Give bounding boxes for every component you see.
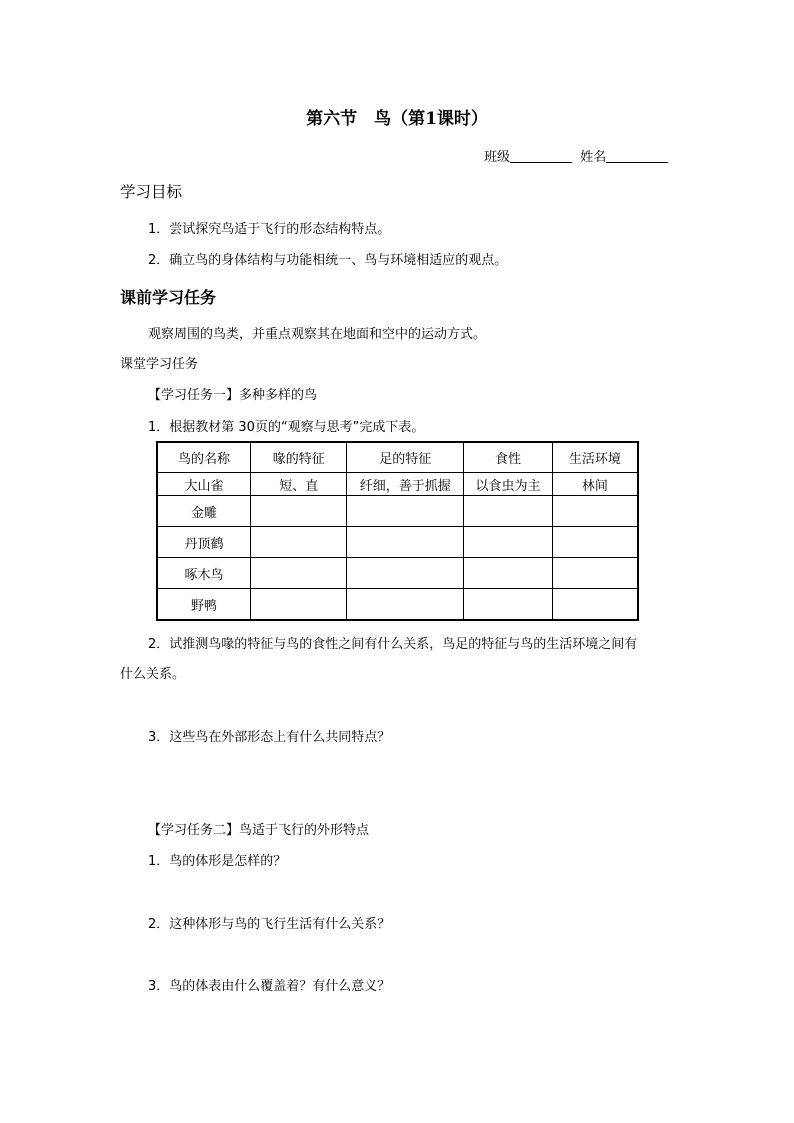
task1-heading: 【学习任务一】多种多样的鸟 (148, 388, 318, 403)
in-class-heading: 课堂学习任务 (120, 357, 199, 372)
table-answer-cell[interactable] (552, 527, 638, 558)
table-cell: 大山雀 (157, 473, 251, 496)
pre-class-text: 观察周围的鸟类，并重点观察其在地面和空中的运动方式。 (148, 327, 487, 342)
objective-item: 2．确立鸟的身体结构与功能相统一、鸟与环境相适应的观点。 (148, 253, 508, 268)
bird-features-table (156, 441, 639, 621)
student-info-line (484, 146, 668, 165)
table-header-cell: 鸟的名称 (157, 442, 251, 473)
table-header-cell: 喙的特征 (251, 442, 347, 473)
table-row (157, 473, 638, 496)
table-answer-cell[interactable] (552, 589, 638, 621)
table-cell: 林间 (552, 473, 638, 496)
table-cell: 以食虫为主 (464, 473, 553, 496)
table-answer-cell[interactable] (552, 496, 638, 527)
table-header-row (157, 442, 638, 473)
page-title: 第六节 鸟（第1课时） (306, 109, 488, 129)
table-answer-cell[interactable] (251, 527, 347, 558)
table-row (157, 496, 638, 527)
table-cell: 短、直 (251, 473, 347, 496)
table-answer-cell[interactable] (552, 558, 638, 589)
task1-question-2-line2: 什么关系。 (120, 667, 186, 682)
task2-question-2: 2．这种体形与鸟的飞行生活有什么关系？ (148, 917, 391, 932)
table-answer-cell[interactable] (464, 496, 553, 527)
table-row (157, 527, 638, 558)
table-answer-cell[interactable] (251, 496, 347, 527)
table-header-cell: 足的特征 (347, 442, 464, 473)
table-cell: 金雕 (157, 496, 251, 527)
table-cell: 丹顶鹤 (157, 527, 251, 558)
task1-question-3: 3．这些鸟在外部形态上有什么共同特点？ (148, 730, 391, 745)
task1-question-2-line1: 2．试推测鸟喙的特征与鸟的食性之间有什么关系，鸟足的特征与鸟的生活环境之间有 (148, 637, 638, 652)
class-blank[interactable] (510, 149, 572, 163)
task2-question-3: 3．鸟的体表由什么覆盖着？有什么意义？ (148, 979, 391, 994)
task1-question-1: 1．根据教材第 30页的“观察与思考”完成下表。 (148, 420, 425, 435)
table-answer-cell[interactable] (464, 589, 553, 621)
name-blank[interactable] (606, 149, 668, 163)
objective-item: 1．尝试探究鸟适于飞行的形态结构特点。 (148, 222, 391, 237)
table-row (157, 589, 638, 621)
table-cell: 纤细，善于抓握 (347, 473, 464, 496)
table-cell: 啄木鸟 (157, 558, 251, 589)
name-label: 姓名 (580, 150, 607, 165)
table-cell: 野鸭 (157, 589, 251, 621)
table-answer-cell[interactable] (251, 558, 347, 589)
table-answer-cell[interactable] (347, 558, 464, 589)
table-answer-cell[interactable] (347, 527, 464, 558)
table-header-cell: 食性 (464, 442, 553, 473)
table-answer-cell[interactable] (464, 527, 553, 558)
table-answer-cell[interactable] (347, 496, 464, 527)
task2-question-1: 1．鸟的体形是怎样的？ (148, 854, 287, 869)
table-row (157, 558, 638, 589)
table-header-cell: 生活环境 (552, 442, 638, 473)
pre-class-heading: 课前学习任务 (120, 288, 217, 307)
class-label: 班级 (484, 150, 511, 165)
table-answer-cell[interactable] (251, 589, 347, 621)
objectives-heading: 学习目标 (120, 183, 183, 201)
table-answer-cell[interactable] (347, 589, 464, 621)
task2-heading: 【学习任务二】鸟适于飞行的外形特点 (148, 823, 370, 838)
table-answer-cell[interactable] (464, 558, 553, 589)
